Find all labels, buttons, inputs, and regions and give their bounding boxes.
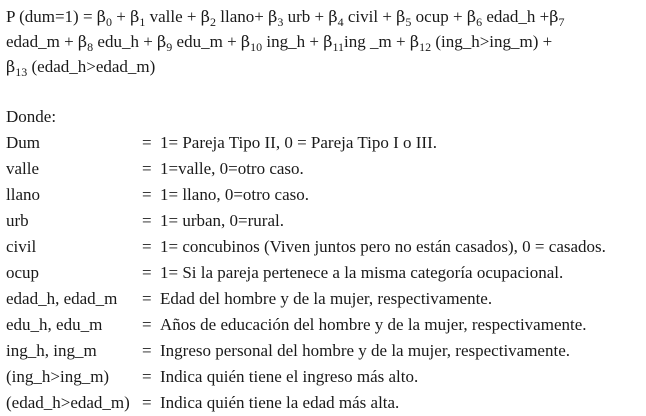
equation-line-2 xyxy=(6,29,642,54)
equation-text: ing _m + xyxy=(344,32,410,51)
variable-description: Edad del hombre y de la mujer, respectivamente. xyxy=(160,289,493,308)
equation-text: valle + xyxy=(145,7,201,26)
variable-description: Ingreso personal del hombre y de la mujer, respectivamente. xyxy=(160,341,571,360)
beta-symbol: β xyxy=(157,32,167,51)
equation-text: ing_h + xyxy=(262,32,324,51)
definition-row xyxy=(6,312,642,338)
beta-coefficient xyxy=(130,7,146,29)
beta-index: 5 xyxy=(405,15,412,29)
equation-text: edu_h + xyxy=(93,32,158,51)
definition-row xyxy=(6,182,642,208)
equation-text: (edad_h>edad_m) xyxy=(27,57,156,76)
beta-coefficient xyxy=(200,7,217,29)
variable-name: civil xyxy=(6,237,37,256)
variable-description: 1= urban, 0=rural. xyxy=(160,211,284,230)
variable-description: 1=valle, 0=otro caso. xyxy=(160,159,304,178)
beta-index: 10 xyxy=(250,40,263,54)
beta-index: 3 xyxy=(277,15,284,29)
definition-row xyxy=(6,286,642,312)
beta-index: 11 xyxy=(332,40,345,54)
equation-text: llano+ xyxy=(216,7,269,26)
beta-symbol: β xyxy=(549,7,559,26)
equals-sign: = xyxy=(142,159,152,178)
beta-symbol: β xyxy=(130,7,140,26)
beta-coefficient xyxy=(396,7,412,29)
equation-text: edad_m + xyxy=(6,32,78,51)
variable-name: ing_h, ing_m xyxy=(6,341,97,360)
equation-text: urb + xyxy=(283,7,329,26)
definition-row xyxy=(6,260,642,286)
beta-coefficient xyxy=(268,7,284,29)
variable-description: Indica quién tiene el ingreso más alto. xyxy=(160,367,419,386)
variable-description: 1= llano, 0=otro caso. xyxy=(160,185,310,204)
equals-sign: = xyxy=(142,185,152,204)
variable-name: llano xyxy=(6,185,40,204)
document-page xyxy=(6,4,642,416)
beta-symbol: β xyxy=(328,7,338,26)
donde-label: Donde: xyxy=(6,107,57,126)
variable-name: (edad_h>edad_m) xyxy=(6,393,130,412)
equals-sign: = xyxy=(142,393,152,412)
beta-symbol: β xyxy=(466,7,477,26)
variable-description: 1= Pareja Tipo II, 0 = Pareja Tipo I o III. xyxy=(160,133,437,152)
beta-symbol: β xyxy=(396,7,406,26)
beta-coefficient xyxy=(409,32,432,54)
variable-description: Años de educación del hombre y de la mujer, respectivamente. xyxy=(160,315,587,334)
variable-name: urb xyxy=(6,211,29,230)
equals-sign: = xyxy=(142,367,152,386)
beta-coefficient xyxy=(323,32,345,54)
variable-name: valle xyxy=(6,159,40,178)
beta-symbol: β xyxy=(200,7,211,26)
beta-coefficient xyxy=(328,7,344,29)
beta-symbol: β xyxy=(240,32,251,51)
variable-name: edu_h, edu_m xyxy=(6,315,103,334)
beta-coefficient xyxy=(6,57,28,79)
beta-symbol: β xyxy=(268,7,278,26)
equals-sign: = xyxy=(142,263,152,282)
beta-index: 8 xyxy=(87,40,94,54)
definition-row xyxy=(6,208,642,234)
equals-sign: = xyxy=(142,133,152,152)
definition-row xyxy=(6,338,642,364)
beta-coefficient xyxy=(96,7,113,29)
beta-symbol: β xyxy=(77,32,88,51)
beta-symbol: β xyxy=(409,32,420,51)
variable-name: (ing_h>ing_m) xyxy=(6,367,110,386)
definition-row xyxy=(6,234,642,260)
equation-text: civil + xyxy=(343,7,397,26)
variable-name: Dum xyxy=(6,133,40,152)
beta-coefficient xyxy=(157,32,173,54)
equation-text: (ing_h>ing_m) + xyxy=(431,32,553,51)
beta-index: 7 xyxy=(558,15,565,29)
beta-symbol: β xyxy=(323,32,333,51)
variable-description: Indica quién tiene la edad más alta. xyxy=(160,393,400,412)
definition-row xyxy=(6,390,642,416)
equals-sign: = xyxy=(142,315,152,334)
variable-definitions xyxy=(6,130,642,416)
definition-row xyxy=(6,364,642,390)
equation-text: + xyxy=(112,7,131,26)
equation-text: edu_m + xyxy=(172,32,241,51)
beta-index: 13 xyxy=(15,65,28,79)
equation-text: ocup + xyxy=(411,7,467,26)
beta-symbol: β xyxy=(6,57,16,76)
beta-coefficient xyxy=(466,7,483,29)
beta-symbol: β xyxy=(96,7,107,26)
beta-index: 1 xyxy=(139,15,146,29)
beta-coefficient xyxy=(77,32,94,54)
equals-sign: = xyxy=(142,211,152,230)
beta-index: 12 xyxy=(419,40,432,54)
variable-description: 1= Si la pareja pertenece a la misma categoría ocupacional. xyxy=(160,263,564,282)
beta-coefficient xyxy=(549,7,565,29)
equation-line-3 xyxy=(6,54,642,79)
variable-name: ocup xyxy=(6,263,40,282)
beta-index: 9 xyxy=(166,40,173,54)
variable-description: 1= concubinos (Viven juntos pero no están casados), 0 = casados. xyxy=(160,237,606,256)
variable-name: edad_h, edad_m xyxy=(6,289,118,308)
equation-line-1 xyxy=(6,4,642,29)
beta-index: 4 xyxy=(337,15,344,29)
regression-equation xyxy=(6,4,642,79)
definition-row xyxy=(6,156,642,182)
equals-sign: = xyxy=(142,289,152,308)
equals-sign: = xyxy=(142,237,152,256)
equals-sign: = xyxy=(142,341,152,360)
beta-index: 0 xyxy=(106,15,113,29)
beta-index: 2 xyxy=(210,15,217,29)
beta-index: 6 xyxy=(476,15,483,29)
equation-text: edad_h + xyxy=(482,7,550,26)
definition-row xyxy=(6,130,642,156)
equation-text: P (dum=1) = xyxy=(6,7,97,26)
beta-coefficient xyxy=(240,32,263,54)
